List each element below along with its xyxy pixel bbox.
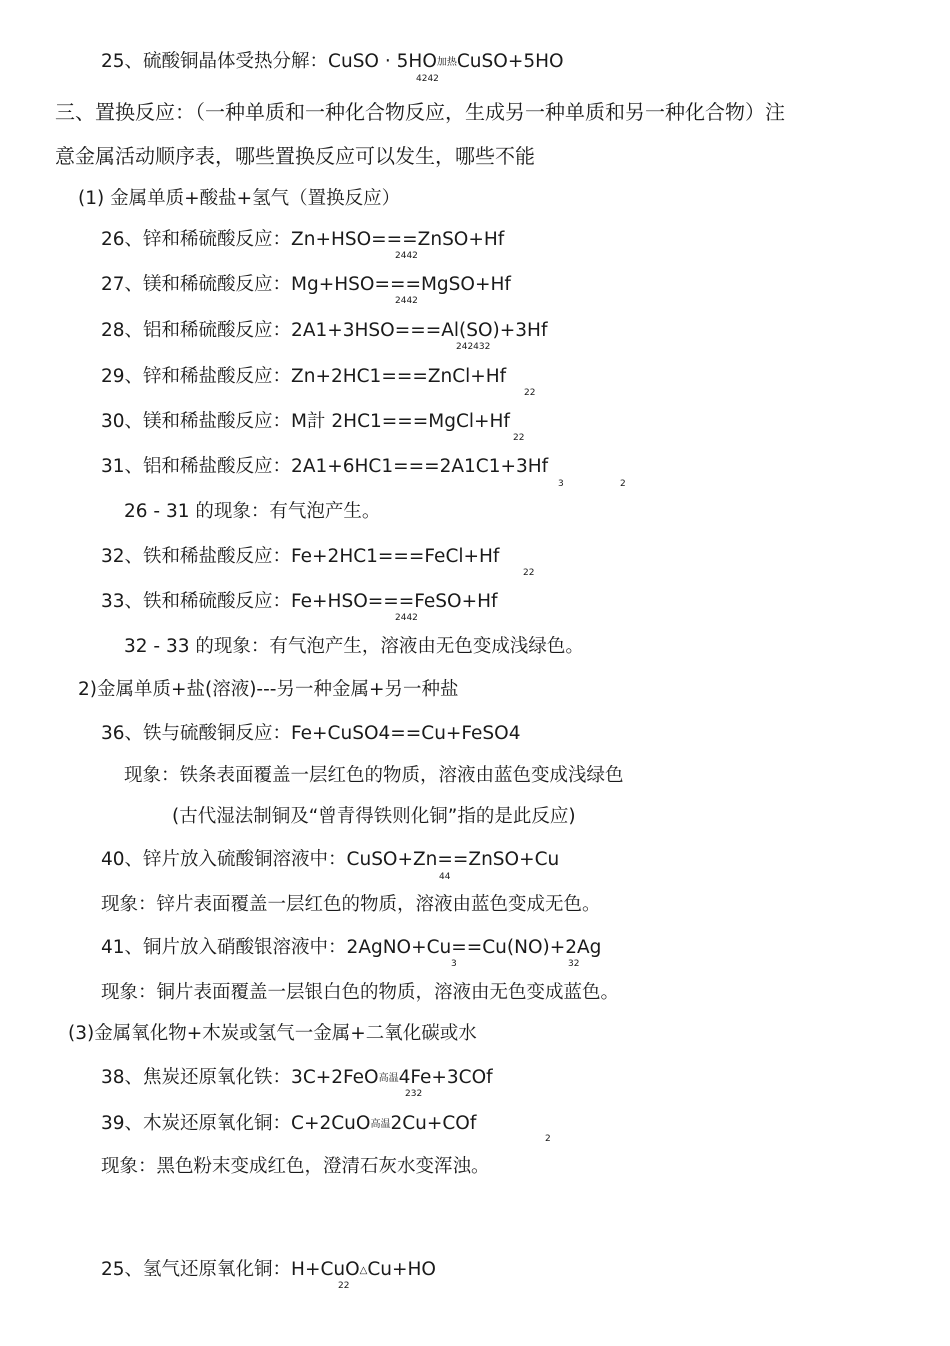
equation: Fe+2HC1===FeCl+Hf [291,546,500,567]
equation-left: CuSO · 5HO [328,51,437,72]
equation-right: 4Fe+3COf [398,1067,493,1088]
reaction-label: 30、镁和稀盐酸反应： [101,411,292,432]
equation: Mg+HSO===MgSO+Hf [291,274,511,295]
equation: 2A1+6HC1===2A1C1+3Hf [291,456,549,477]
equation-subscript-2: 2 [620,479,626,489]
equation: 2A1+3HSO===Al(SO)+3Hf [291,320,548,341]
reaction-27 [101,276,511,295]
equation: Zn+2HC1===ZnCl+Hf [291,366,507,387]
reaction-38 [101,1069,493,1088]
equation-subscripts: 22 [338,1281,350,1291]
equation-right: Cu+HO [367,1259,436,1280]
reaction-label: 25、硫酸铜晶体受热分解： [101,51,329,72]
equation-subscripts: 242432 [456,342,491,352]
phenomenon-41: 现象：铜片表面覆盖一层银白色的物质，溶液由无色变成蓝色。 [101,982,620,1003]
subsection-heading-1: (1) 金属单质+酸盐+氢气（置换反应） [78,188,401,209]
reaction-39 [101,1115,476,1134]
subsection-heading-3: (3)金属氧化物+木炭或氢气一金属+二氧化碳或水 [68,1023,477,1044]
reaction-33 [101,593,498,612]
phenomenon-26-31: 26 - 31 的现象：有气泡产生。 [124,501,381,522]
section-heading-continued: 意金属活动顺序表，哪些置换反应可以发生，哪些不能 [55,144,535,168]
reaction-40 [101,851,559,870]
reaction-25-copper-sulfate-decomposition [101,53,564,72]
reaction-label: 27、镁和稀硫酸反应： [101,274,292,295]
subsection-heading-2: 2)金属单质+盐(溶液)---另一种金属+另一种盐 [78,679,459,700]
reaction-label: 32、铁和稀盐酸反应： [101,546,292,567]
equation-subscripts: 44 [439,872,451,882]
equation-left: C+2CuO [291,1113,371,1134]
reaction-condition: △ [359,1265,368,1276]
reaction-label: 26、锌和稀硫酸反应： [101,229,292,250]
equation-subscripts: 22 [524,388,536,398]
reaction-label: 25、氢气还原氧化铜： [101,1259,292,1280]
equation-subscripts: 2442 [395,613,418,623]
equation-subscript-2: 32 [568,959,580,969]
equation: Zn+HSO===ZnSO+Hf [291,229,505,250]
equation: 2AgNO+Cu==Cu(NO)+2Ag [346,937,602,958]
reaction-label: 36、铁与硫酸铜反应： [101,723,292,744]
equation-left: H+CuO [291,1259,360,1280]
reaction-25-hydrogen-reduction [101,1261,436,1280]
reaction-31 [101,458,548,477]
reaction-41 [101,939,601,958]
reaction-label: 39、木炭还原氧化铜： [101,1113,292,1134]
equation: Fe+CuSO4==Cu+FeSO4 [291,723,521,744]
historical-note: (古代湿法制铜及“曾青得铁则化铜”指的是此反应) [172,806,576,827]
reaction-label: 38、焦炭还原氧化铁： [101,1067,292,1088]
reaction-29 [101,368,506,387]
equation-right: 2Cu+COf [390,1113,477,1134]
equation: Fe+HSO===FeSO+Hf [291,591,498,612]
reaction-30 [101,413,510,432]
reaction-label: 28、铝和稀硫酸反应： [101,320,292,341]
equation-subscript-1: 3 [558,479,564,489]
equation-subscripts: 22 [523,568,535,578]
reaction-label: 33、铁和稀硫酸反应： [101,591,292,612]
equation: M計 2HC1===MgCl+Hf [291,411,510,432]
equation-subscripts: 2 [545,1134,551,1144]
equation-subscripts: 4242 [416,74,439,84]
phenomenon-36: 现象：铁条表面覆盖一层红色的物质，溶液由蓝色变成浅绿色 [124,765,624,786]
phenomenon-40: 现象：锌片表面覆盖一层红色的物质，溶液由蓝色变成无色。 [101,894,601,915]
reaction-label: 29、锌和稀盐酸反应： [101,366,292,387]
reaction-26 [101,231,504,250]
section-heading-displacement: 三、置换反应：（一种单质和一种化合物反应，生成另一种单质和另一种化合物）注 [55,100,785,124]
reaction-condition: 加热 [436,57,457,68]
equation-subscripts: 232 [405,1089,423,1099]
reaction-36 [101,725,521,744]
equation-right: CuSO+5HO [456,51,564,72]
equation-subscripts: 22 [513,433,525,443]
equation-left: 3C+2FeO [291,1067,379,1088]
reaction-32 [101,548,499,567]
equation-subscripts: 2442 [395,251,418,261]
phenomenon-32-33: 32 - 33 的现象：有气泡产生，溶液由无色变成浅绿色。 [124,636,584,657]
reaction-label: 41、铜片放入硝酸银溶液中： [101,937,347,958]
reaction-condition: 高温 [378,1073,399,1084]
reaction-28 [101,322,547,341]
equation: CuSO+Zn==ZnSO+Cu [346,849,560,870]
equation-subscript-1: 3 [451,959,457,969]
reaction-label: 31、铝和稀盐酸反应： [101,456,292,477]
phenomenon-39: 现象：黑色粉末变成红色，澄清石灰水变浑浊。 [101,1156,490,1177]
reaction-condition: 高温 [370,1119,391,1130]
reaction-label: 40、锌片放入硫酸铜溶液中： [101,849,347,870]
equation-subscripts: 2442 [395,296,418,306]
